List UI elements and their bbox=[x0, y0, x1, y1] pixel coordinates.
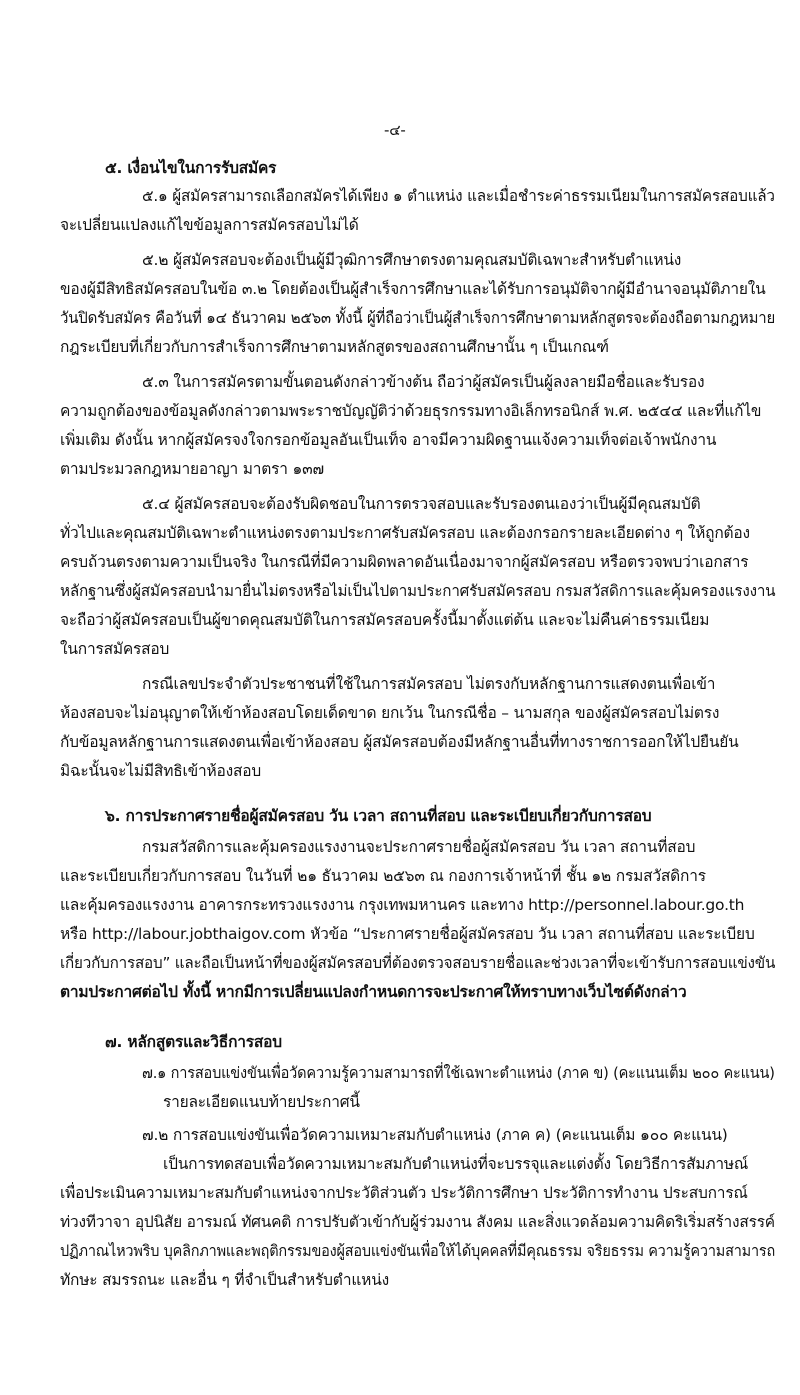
text-line: ๕.๒ ผู้สมัครสอบจะต้องเป็นผู้มีวุฒิการศึกษาตรงตามคุณสมบัติเฉพาะสำหรับตำแหน่ง bbox=[142, 251, 682, 269]
text-line: และระเบียบเกี่ยวกับการสอบ ในวันที่ ๒๑ ธันวาคม ๒๕๖๓ ณ กองการเจ้าหน้าที่ ชั้น ๑๒ กรมสวัสดิการ bbox=[60, 867, 706, 885]
text-line: เพื่อประเมินความเหมาะสมกับตำแหน่งจากประวัติส่วนตัว ประวัติการศึกษา ประวัติการทำงาน ประสบการณ์ bbox=[60, 1184, 748, 1202]
text-line: ๕.๔ ผู้สมัครสอบจะต้องรับผิดชอบในการตรวจสอบและรับรองตนเองว่าเป็นผู้มีคุณสมบัติ bbox=[142, 495, 701, 513]
text-line: ของผู้มีสิทธิสมัครสอบในข้อ ๓.๒ โดยต้องเป็นผู้สำเร็จการศึกษาและได้รับการอนุมัติจากผู้มีอำนาจอนุมัติภายใน bbox=[60, 280, 766, 298]
text-line: กับข้อมูลหลักฐานการแสดงตนเพื่อเข้าห้องสอบ ผู้สมัครสอบต้องมีหลักฐานอื่นที่ทางราชการออกให้ไปยืนยัน bbox=[60, 733, 739, 751]
text-line: ๗.๑ การสอบแข่งขันเพื่อวัดความรู้ความสามารถที่ใช้เฉพาะตำแหน่ง (ภาค ข) (คะแนนเต็ม ๒๐๐ คะแนน) bbox=[142, 1064, 775, 1082]
text-line: จะเปลี่ยนแปลงแก้ไขข้อมูลการสมัครสอบไม่ได้ bbox=[60, 216, 359, 234]
text-line: ตามประมวลกฎหมายอาญา มาตรา ๑๓๗ bbox=[60, 460, 324, 478]
text-line: กฎระเบียบที่เกี่ยวกับการสำเร็จการศึกษาตามหลักสูตรของสถานศึกษานั้น ๆ เป็นเกณฑ์ bbox=[60, 338, 609, 356]
text-line: มิฉะนั้นจะไม่มีสิทธิเข้าห้องสอบ bbox=[60, 762, 261, 780]
section-6-heading: ๖. การประกาศรายชื่อผู้สมัครสอบ วัน เวลา สถานที่สอบ และระเบียบเกี่ยวกับการสอบ bbox=[105, 807, 652, 825]
text-line: ห้องสอบจะไม่อนุญาตให้เข้าห้องสอบโดยเด็ดขาด ยกเว้น ในกรณีชื่อ – นามสกุล ของผู้สมัครสอบไม่ตรง bbox=[60, 704, 720, 722]
text-line: ตามประกาศต่อไป ทั้งนี้ หากมีการเปลี่ยนแปลงกำหนดการจะประกาศให้ทราบทางเว็บไซต์ดังกล่าว bbox=[60, 983, 687, 1001]
text-line: รายละเอียดแนบท้ายประกาศนี้ bbox=[163, 1093, 360, 1111]
text-line: เพิ่มเติม ดังนั้น หากผู้สมัครจงใจกรอกข้อมูลอันเป็นเท็จ อาจมีความผิดฐานแจ้งความเท็จต่อเจ้าพนักงาน bbox=[60, 431, 717, 449]
text-line: เกี่ยวกับการสอบ” และถือเป็นหน้าที่ของผู้สมัครสอบที่ต้องตรวจสอบรายชื่อและช่วงเวลาที่จะเข้ารับการสอบแข่งขัน bbox=[60, 954, 776, 972]
text-line: เป็นการทดสอบเพื่อวัดความเหมาะสมกับตำแหน่งที่จะบรรจุและแต่งตั้ง โดยวิธีการสัมภาษณ์ bbox=[163, 1155, 749, 1173]
text-line: ท่วงทีวาจา อุปนิสัย อารมณ์ ทัศนคติ การปรับตัวเข้ากับผู้ร่วมงาน สังคม และสิ่งแวดล้อมความคิดริเริ่มสร้างสรรค์ bbox=[60, 1213, 775, 1231]
text-line: วันปิดรับสมัคร คือวันที่ ๑๔ ธันวาคม ๒๕๖๓ ทั้งนี้ ผู้ที่ถือว่าเป็นผู้สำเร็จการศึกษาตามหลักสูตรจะต้องถือตามกฎหมาย bbox=[60, 309, 776, 327]
text-line: ปฏิภาณไหวพริบ บุคลิกภาพและพฤติกรรมของผู้สอบแข่งขันเพื่อให้ได้บุคคลที่มีคุณธรรม จริยธรรม ความรู้ความสามารถ bbox=[60, 1242, 776, 1260]
text-line: ทักษะ สมรรถนะ และอื่น ๆ ที่จำเป็นสำหรับตำแหน่ง bbox=[60, 1271, 389, 1289]
text-line: กรณีเลขประจำตัวประชาชนที่ใช้ในการสมัครสอบ ไม่ตรงกับหลักฐานการแสดงตนเพื่อเข้า bbox=[142, 675, 716, 693]
page-number: -๔- bbox=[384, 121, 406, 139]
text-line: ๕.๓ ในการสมัครตามขั้นตอนดังกล่าวข้างต้น ถือว่าผู้สมัครเป็นผู้ลงลายมือชื่อและรับรอง bbox=[142, 373, 705, 391]
text-line: จะถือว่าผู้สมัครสอบเป็นผู้ขาดคุณสมบัติในการสมัครสอบครั้งนี้มาตั้งแต่ต้น และจะไม่คืนค่าธรรมเนียม bbox=[60, 611, 710, 629]
text-line: หรือ http://labour.jobthaigov.com หัวข้อ “ประกาศรายชื่อผู้สมัครสอบ วัน เวลา สถานที่สอบ และระเบียบ bbox=[60, 925, 755, 943]
text-line: หลักฐานซึ่งผู้สมัครสอบนำมายื่นไม่ตรงหรือไม่เป็นไปตามประกาศรับสมัครสอบ กรมสวัสดิการและคุ้มครองแรงงาน bbox=[60, 582, 776, 600]
text-line: กรมสวัสดิการและคุ้มครองแรงงานจะประกาศรายชื่อผู้สมัครสอบ วัน เวลา สถานที่สอบ bbox=[142, 838, 696, 856]
text-line: ความถูกต้องของข้อมูลดังกล่าวตามพระราชบัญญัติว่าด้วยธุรกรรมทางอิเล็กทรอนิกส์ พ.ศ. ๒๕๔๔ และที่แก้ไข bbox=[60, 402, 762, 420]
text-line: ทั่วไปและคุณสมบัติเฉพาะตำแหน่งตรงตามประกาศรับสมัครสอบ และต้องกรอกรายละเอียดต่าง ๆ ให้ถูกต้อง bbox=[60, 524, 750, 542]
section-7-heading: ๗. หลักสูตรและวิธีการสอบ bbox=[105, 1033, 282, 1051]
text-line: และคุ้มครองแรงงาน อาคารกระทรวงแรงงาน กรุงเทพมหานคร และทาง http://personnel.labour.go.th bbox=[60, 896, 745, 914]
text-line: ครบถ้วนตรงตามความเป็นจริง ในกรณีที่มีความผิดพลาดอันเนื่องมาจากผู้สมัครสอบ หรือตรวจพบว่าเอกสาร bbox=[60, 553, 749, 571]
section-5-heading: ๕. เงื่อนไขในการรับสมัคร bbox=[105, 159, 277, 177]
text-line: ในการสมัครสอบ bbox=[60, 640, 170, 658]
text-line: ๕.๑ ผู้สมัครสามารถเลือกสมัครได้เพียง ๑ ตำแหน่ง และเมื่อชำระค่าธรรมเนียมในการสมัครสอบแล้ว bbox=[142, 187, 775, 205]
text-line: ๗.๒ การสอบแข่งขันเพื่อวัดความเหมาะสมกับตำแหน่ง (ภาค ค) (คะแนนเต็ม ๑๐๐ คะแนน) bbox=[142, 1126, 728, 1144]
